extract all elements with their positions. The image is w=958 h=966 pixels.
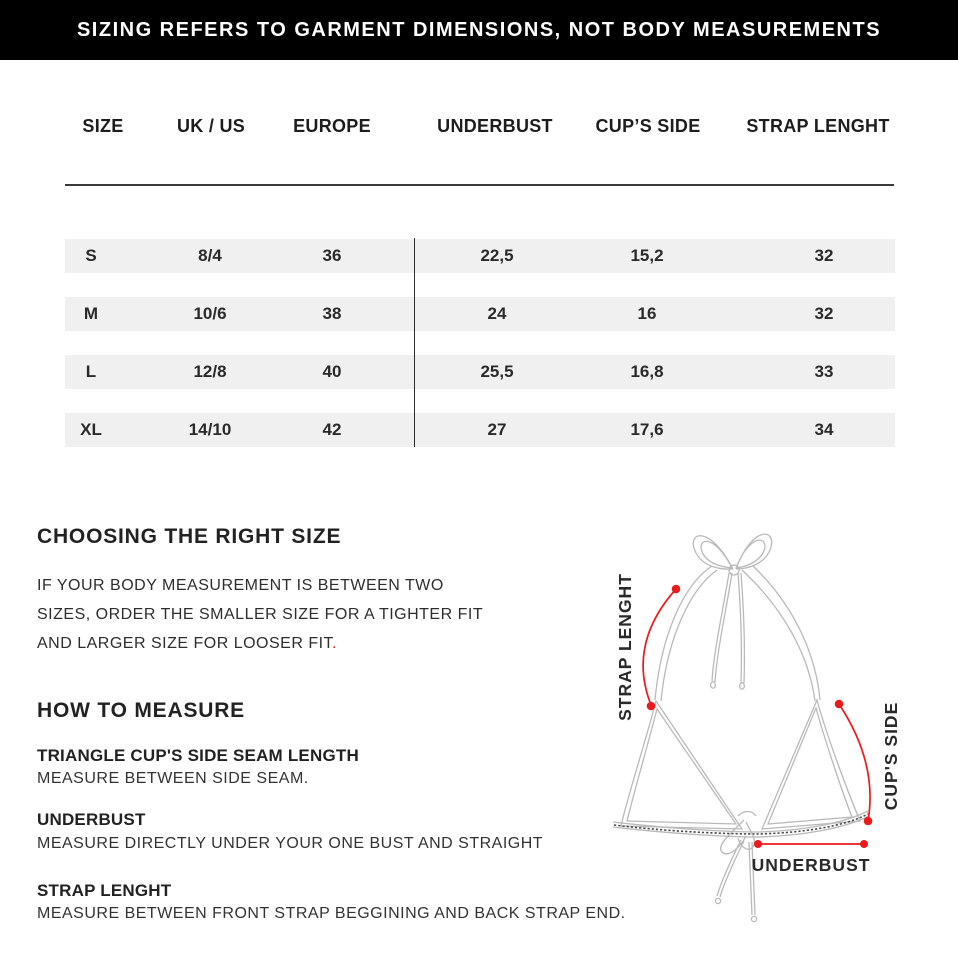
column-header-underbust: UNDERBUST [437, 116, 553, 136]
measure-item-title-underbust: UNDERBUST [37, 810, 146, 829]
left-cup-inner [627, 709, 736, 824]
cell-underbust: 27 [487, 420, 507, 439]
cell-europe: 36 [322, 246, 342, 265]
cell-uk-us: 12/8 [193, 362, 227, 381]
cell-uk-us: 14/10 [188, 420, 232, 439]
cell-europe: 40 [322, 362, 342, 381]
paragraph-line: SIZES, ORDER THE SMALLER SIZE FOR A TIGHTER FIT [37, 606, 484, 623]
underbust-dot-right [860, 840, 868, 848]
cell-size: XL [80, 420, 102, 439]
table-row-xl [65, 413, 895, 447]
choosing-size-heading: CHOOSING THE RIGHT SIZE [37, 525, 342, 548]
how-to-measure-heading: HOW TO MEASURE [37, 699, 245, 722]
cell-strap: 33 [814, 362, 834, 381]
measure-item-desc-underbust: MEASURE DIRECTLY UNDER YOUR ONE BUST AND STRAIGHT [37, 835, 544, 852]
cups-side-dot-top [835, 700, 844, 709]
bottom-knot-arc [738, 812, 756, 817]
strap-length-dot-bottom [647, 702, 656, 711]
bow-loop-right [736, 534, 772, 569]
bow-loop-left [693, 536, 733, 569]
column-header-uk-us: UK / US [176, 116, 246, 136]
cell-europe: 38 [322, 304, 342, 323]
cell-size: S [85, 246, 97, 265]
bow-tail-left-tip [711, 682, 716, 688]
cell-underbust: 24 [487, 304, 507, 323]
bottom-tie-right [749, 842, 752, 915]
right-cup-inner [768, 708, 852, 824]
column-header-strap-lenght: STRAP LENGHT [746, 116, 890, 136]
strap-length-dot-top [672, 585, 681, 594]
paragraph-line: AND LARGER SIZE FOR LOOSER FIT. [37, 635, 337, 652]
header-underline [65, 184, 894, 186]
measure-item-desc-cup-side: MEASURE BETWEEN SIDE SEAM. [37, 770, 309, 787]
choosing-size-paragraph [37, 571, 483, 658]
column-header-size: SIZE [82, 116, 124, 136]
cell-strap: 32 [814, 246, 834, 265]
cell-size: M [83, 304, 99, 323]
left-cup-outer [621, 701, 742, 829]
cell-cups-side: 15,2 [630, 246, 664, 265]
diagram-label-underbust: UNDERBUST [751, 855, 871, 875]
diagram-label-strap-lenght: STRAP LENGHT [615, 573, 635, 721]
bikini-top-diagram [595, 515, 958, 966]
table-vertical-divider [414, 238, 415, 447]
cell-europe: 42 [322, 420, 342, 439]
cell-cups-side: 17,6 [630, 420, 664, 439]
right-strap [742, 570, 815, 701]
measure-item-title-strap: STRAP LENGHT [37, 881, 172, 900]
banner-text: SIZING REFERS TO GARMENT DIMENSIONS, NOT BODY MEASUREMENTS [76, 18, 882, 41]
cell-strap: 32 [814, 304, 834, 323]
column-header-europe: EUROPE [293, 116, 371, 136]
bow-tail-right [738, 573, 741, 683]
measure-item-title-cup-side: TRIANGLE CUP'S SIDE SEAM LENGTH [37, 746, 359, 765]
red-period: . [332, 635, 337, 652]
cell-size: L [85, 362, 97, 381]
bow-tail-right-tip [740, 683, 745, 689]
diagram-label-cups-side: CUP'S SIDE [881, 701, 901, 811]
bow-tail-left [712, 573, 729, 681]
table-row-l [65, 355, 895, 389]
cell-uk-us: 8/4 [198, 246, 222, 265]
table-row-s [65, 239, 895, 273]
measure-item-desc-strap: MEASURE BETWEEN FRONT STRAP BEGGINING AND BACK STRAP END. [37, 905, 626, 922]
cell-underbust: 22,5 [480, 246, 514, 265]
bow-tail-left-inner [715, 573, 732, 682]
bow-loop-right-inner [736, 540, 765, 568]
bottom-tie-right-inner [752, 842, 755, 915]
bottom-tie-left-tip [715, 898, 720, 903]
bottom-tie-left-inner [720, 841, 744, 897]
banner [0, 0, 958, 60]
cups-side-dot-bottom [864, 817, 873, 826]
cups-side-arc [839, 704, 870, 821]
column-header-cups-side: CUP’S SIDE [595, 116, 701, 136]
cell-cups-side: 16,8 [630, 362, 664, 381]
bottom-tie-right-tip [751, 916, 756, 921]
right-strap-inner [753, 566, 820, 700]
underbust-dot-left [754, 840, 762, 848]
paragraph-line: IF YOUR BODY MEASUREMENT IS BETWEEN TWO [37, 577, 444, 594]
cell-uk-us: 10/6 [193, 304, 227, 323]
cell-strap: 34 [814, 420, 834, 439]
cell-cups-side: 16 [637, 304, 657, 323]
table-row-m [65, 297, 895, 331]
cell-underbust: 25,5 [480, 362, 514, 381]
